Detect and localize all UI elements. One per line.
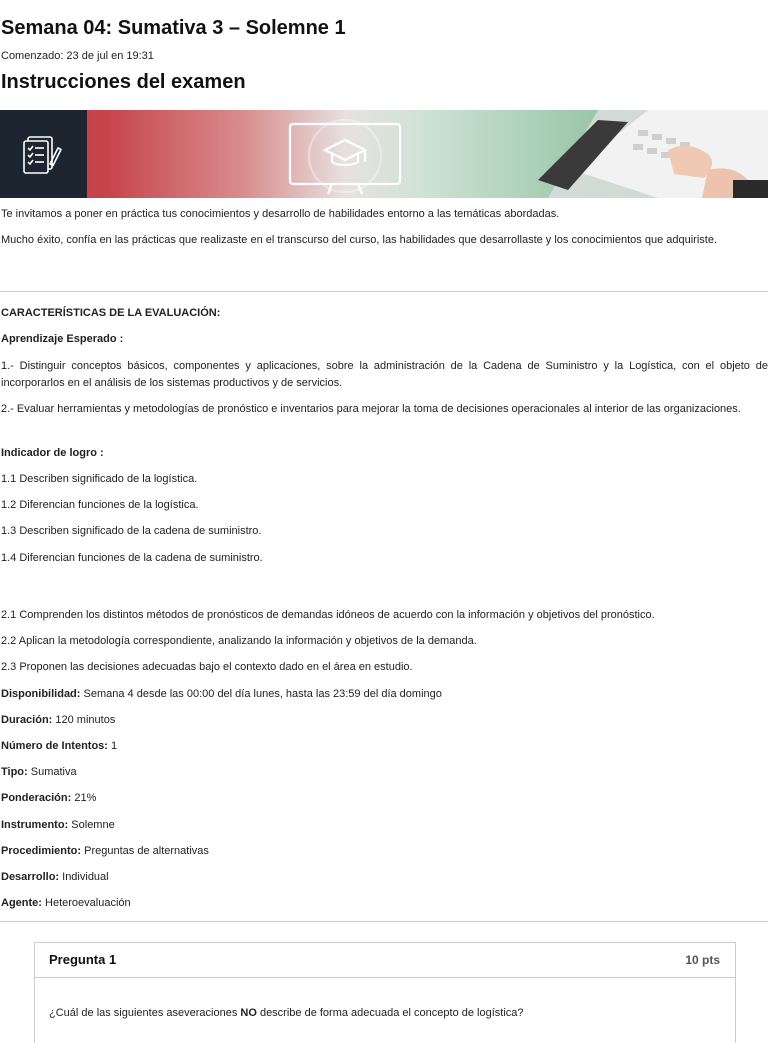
question-text-bold: NO — [240, 1007, 257, 1019]
detail-value: Heteroevaluación — [41, 897, 131, 909]
learning-item-2: 2.- Evaluar herramientas y metodologías de pronóstico e inventarios para mejorar la toma de decisiones operacionales al interior de las organizaciones. — [1, 403, 741, 415]
section-divider — [0, 291, 768, 292]
indicator-item: 2.1 Comprenden los distintos métodos de pronósticos de demandas idóneos de acuerdo con la información y objetivos del pronóstico. — [1, 609, 655, 621]
learning-item-1: 1.- Distinguir conceptos básicos, componentes y aplicaciones, sobre la administración de la Cadena de Suministro y la Logística, con el objeto de incorporarlos en el análisis de los sistemas productivos y de servicios. — [1, 360, 768, 389]
instructions-heading: Instrucciones del examen — [1, 71, 246, 93]
page-title: Semana 04: Sumativa 3 – Solemne 1 — [1, 17, 346, 39]
detail-ponderacion — [1, 790, 768, 807]
detail-value: 21% — [71, 792, 97, 804]
detail-value: Individual — [59, 871, 109, 883]
detail-value: 120 minutos — [52, 714, 116, 726]
course-banner — [0, 110, 768, 198]
intro-paragraph-1: Te invitamos a poner en práctica tus conocimientos y desarrollo de habilidades entorno a las temáticas abordadas. — [1, 208, 560, 220]
intro-paragraph-2: Mucho éxito, confía en las prácticas que realizaste en el transcurso del curso, las habilidades que desarrollaste y los conocimientos que adquiriste. — [1, 234, 718, 246]
laptop-typing-image — [518, 110, 768, 198]
indicator-item: 1.3 Describen significado de la cadena de suministro. — [1, 525, 262, 537]
question-card — [34, 942, 736, 1043]
question-title: Pregunta 1 — [49, 952, 117, 967]
detail-intentos — [1, 738, 768, 755]
detail-disponibilidad — [1, 686, 768, 703]
detail-desarrollo — [1, 869, 768, 886]
started-timestamp: Comenzado: 23 de jul en 19:31 — [1, 50, 154, 62]
detail-duracion — [1, 712, 768, 729]
learning-label: Aprendizaje Esperado : — [1, 333, 124, 345]
detail-label: Duración: — [1, 714, 53, 726]
graduation-monitor-icon — [270, 118, 420, 196]
indicator-item: 2.2 Aplican la metodología correspondiente, analizando la información y objetivos de la demanda. — [1, 635, 477, 647]
detail-agente — [1, 895, 768, 912]
question-text — [49, 1007, 524, 1019]
detail-value: Preguntas de alternativas — [81, 845, 209, 857]
detail-value: 1 — [107, 740, 118, 752]
detail-value: Semana 4 desde las 00:00 del día lunes, hasta las 23:59 del día domingo — [80, 688, 442, 700]
detail-procedimiento — [1, 843, 768, 860]
detail-label: Desarrollo: — [1, 871, 60, 883]
characteristics-heading: CARACTERÍSTICAS DE LA EVALUACIÓN: — [1, 307, 221, 319]
detail-value: Solemne — [68, 819, 115, 831]
question-text-after: describe de forma adecuada el concepto de logística? — [256, 1007, 524, 1019]
indicator-label: Indicador de logro : — [1, 447, 104, 459]
detail-value: Sumativa — [27, 766, 77, 778]
detail-label: Agente: — [1, 897, 42, 909]
detail-label: Número de Intentos: — [1, 740, 108, 752]
question-points: 10 pts — [685, 953, 720, 967]
detail-label: Ponderación: — [1, 792, 72, 804]
question-header — [35, 943, 735, 978]
question-text-before: ¿Cuál de las siguientes aseveraciones — [49, 1007, 241, 1019]
detail-label: Tipo: — [1, 766, 28, 778]
section-divider — [0, 921, 768, 922]
banner-icon-box — [0, 110, 87, 198]
indicator-item: 2.3 Proponen las decisiones adecuadas bajo el contexto dado en el área en estudio. — [1, 661, 413, 673]
detail-label: Instrumento: — [1, 819, 69, 831]
detail-label: Disponibilidad: — [1, 688, 81, 700]
exam-document-icon — [0, 110, 87, 198]
detail-label: Procedimiento: — [1, 845, 82, 857]
indicator-item: 1.1 Describen significado de la logística. — [1, 473, 198, 485]
indicator-item: 1.2 Diferencian funciones de la logística. — [1, 499, 199, 511]
detail-instrumento — [1, 817, 768, 834]
indicator-item: 1.4 Diferencian funciones de la cadena de suministro. — [1, 552, 263, 564]
detail-tipo — [1, 764, 768, 781]
